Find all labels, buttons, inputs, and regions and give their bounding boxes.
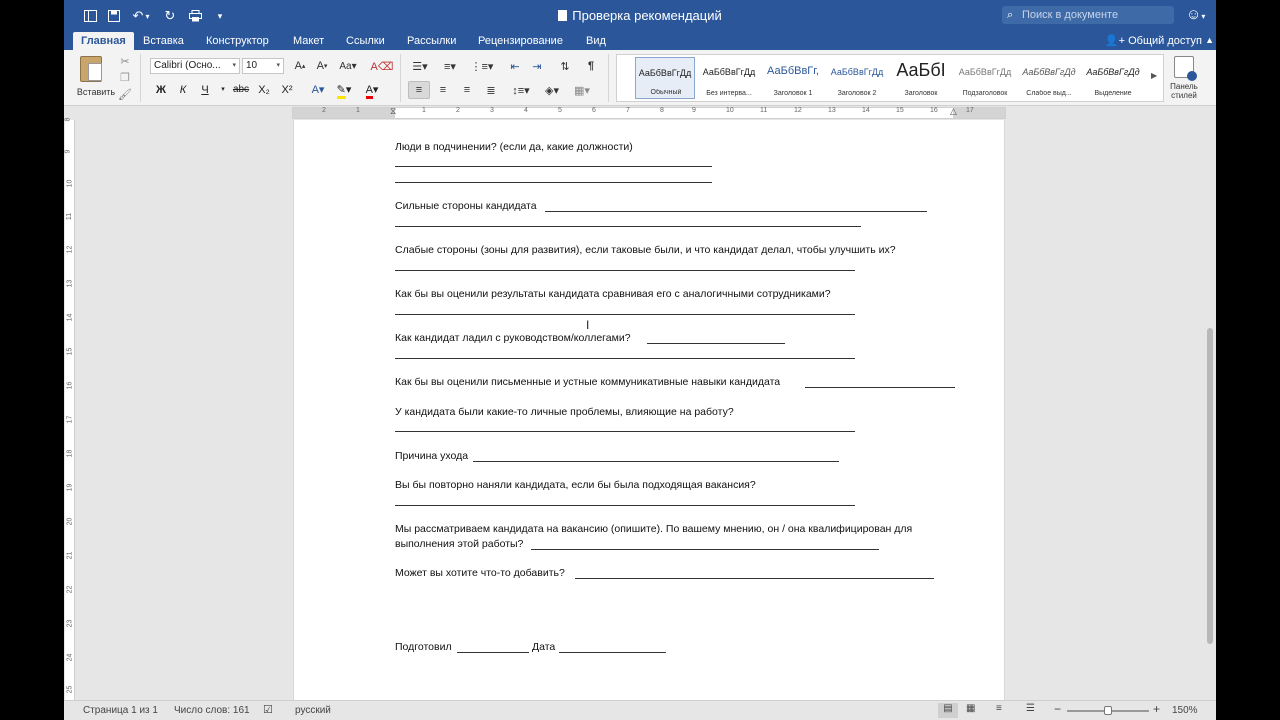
language[interactable]: русский [295,705,331,716]
style-name: Обычный [650,89,682,96]
answer-line[interactable] [395,314,855,315]
tab-insert[interactable]: Вставка [143,35,184,47]
answer-line[interactable] [473,461,839,462]
style-name: Заголовок 2 [837,90,877,97]
style-name: Слабое выд... [1026,90,1072,97]
prepared-by-label[interactable]: Подготовил [395,641,452,653]
ruler-number: 9 [64,149,72,154]
font-size-select[interactable] [242,58,284,74]
question-performance[interactable]: Как бы вы оценили результаты кандидата сравнивая его с аналогичными сотрудниками? [395,288,831,300]
tab-references[interactable]: Ссылки [346,35,385,47]
italic-button[interactable]: К [179,84,187,96]
justify-icon[interactable]: ≣ [486,84,496,97]
ruler-number: 15 [66,347,74,356]
draft-view-icon[interactable]: ☰ [1026,703,1035,714]
borders-icon[interactable]: ▦▾ [574,84,590,97]
document-page[interactable] [293,120,1005,700]
ruler-number: 12 [66,245,74,254]
question-rehire[interactable]: Вы бы повторно наняли кандидата, если бы была подходящая вакансия? [395,479,756,491]
styles-pane-button[interactable] [1164,56,1204,102]
ruler-number: 11 [66,212,74,221]
question-reason-leaving[interactable]: Причина ухода [395,450,469,462]
tab-design[interactable]: Конструктор [206,35,269,47]
numbering-icon[interactable]: ≡▾ [444,60,456,73]
style-sample: АаБбВвГг, [767,65,819,77]
indent-marker-icon[interactable]: ⧖ [390,106,397,116]
answer-line[interactable] [647,343,785,344]
style-subtle-emphasis[interactable] [1019,57,1079,99]
chevron-down-icon[interactable]: ▾ [221,86,225,93]
styles-pane-label: Панель [1170,82,1198,91]
collapse-ribbon-icon[interactable]: ▲ [1205,35,1214,45]
style-heading-1[interactable] [763,57,823,99]
answer-line[interactable] [395,166,712,167]
ruler-number: 10 [66,179,74,188]
document-title-text: Проверка рекомендаций [572,8,722,23]
ruler-number: 14 [66,313,74,322]
customize-icon[interactable]: ▾ [217,10,223,21]
ruler-number: 19 [66,483,74,492]
tab-layout[interactable]: Макет [293,35,325,47]
ruler-number: 12 [794,107,802,114]
zoom-level[interactable]: 150% [1172,705,1198,716]
share-icon: 👤+ [1104,35,1129,47]
ruler-number: 18 [66,449,74,458]
shrink-font-icon[interactable]: A ▾ [316,60,328,72]
ruler-number: 23 [66,619,74,628]
text-cursor-icon: I [586,318,590,332]
share-label: Общий доступ [1128,35,1202,47]
proofing-icon[interactable]: ☑ [263,704,273,716]
answer-line[interactable] [395,270,855,271]
style-title[interactable] [891,57,951,99]
style-sample: АаБбВвГгДд [1022,67,1076,77]
styles-gallery [616,54,1164,102]
answer-line[interactable] [395,358,855,359]
paragraph-marks-icon[interactable]: ¶ [587,60,595,72]
ruler-number: 2 [322,107,326,114]
answer-line[interactable] [575,578,934,579]
style-sample: АаБбВвГгДд [638,68,692,78]
question-relations[interactable]: Как кандидат ладил с руководством/коллегами? [395,332,631,344]
ruler-number: 4 [524,107,528,114]
undo-icon[interactable]: ↶ ▾ [132,8,150,23]
align-right-icon[interactable]: ≡ [463,84,471,96]
zoom-in-icon[interactable]: + [1153,702,1161,716]
prepared-by-line[interactable] [457,652,529,653]
ruler-number: 17 [66,415,74,424]
ruler-number: 7 [626,107,630,114]
ruler-number: 8 [64,117,72,122]
ruler-number: 16 [930,107,938,114]
paste-icon [80,56,102,82]
paste-label: Вставить [76,87,116,97]
ruler-number: 13 [66,279,74,288]
gallery-more-icon[interactable]: ▶ [1151,71,1158,80]
search-placeholder: Поиск в документе [1022,9,1119,21]
shading-icon[interactable]: ◈▾ [545,84,559,97]
style-sample: АаБбВвГгДд [1086,67,1140,77]
ruler-number: 15 [896,107,904,114]
search-icon: ⌕ [1007,9,1014,21]
right-indent-marker-icon[interactable]: △ [950,106,957,116]
style-sample: АаБбВвГгДд [702,67,756,77]
bullets-icon[interactable]: ☰▾ [412,60,428,73]
superscript-button[interactable]: X² [281,84,293,96]
style-emphasis[interactable] [1083,57,1143,99]
ruler-number: 13 [828,107,836,114]
ruler-number: 20 [66,517,74,526]
question-personal-issues[interactable]: У кандидата были какие-то личные проблемы, влияющие на работу? [395,406,734,418]
tab-view[interactable]: Вид [586,35,606,47]
ruler-number: 1 [422,107,426,114]
print-layout-icon[interactable]: ▤ [938,703,958,718]
vertical-scrollbar[interactable] [1204,120,1216,700]
smiley-icon[interactable]: ☺▾ [1186,6,1206,23]
chevron-down-icon: ▾ [232,62,236,69]
answer-line[interactable] [805,387,955,388]
font-name-value: Calibri (Осно... [154,60,221,71]
styles-pane-icon [1174,56,1194,78]
question-weaknesses[interactable]: Слабые стороны (зоны для развития), если таковые были, и что кандидат делал, чтобы улучшить их? [395,244,896,256]
copy-icon[interactable]: ❐ [120,71,130,84]
style-name: Без интерва... [706,90,752,97]
ruler-number: 1 [356,107,360,114]
text-effects-icon[interactable]: A▾ [311,84,325,96]
style-name: Выделение [1094,90,1132,97]
status-bar [64,700,1216,720]
align-center-icon[interactable]: ≡ [439,84,447,96]
title-bar [64,0,1216,32]
question-qualification-cont[interactable]: выполнения этой работы? [395,538,524,550]
ruler-margin-right [953,108,1005,118]
bold-button[interactable]: Ж [156,84,166,96]
strikethrough-button[interactable]: abc [232,84,250,95]
zoom-out-icon[interactable]: − [1054,702,1062,716]
question-add[interactable]: Может вы хотите что-то добавить? [395,567,565,579]
ruler-number: 24 [66,653,74,662]
ruler-number: 11 [760,107,768,114]
ruler-number: 5 [558,107,562,114]
separator [400,54,401,102]
answer-line[interactable] [395,226,861,227]
align-left-icon[interactable]: ≡ [408,81,430,99]
date-line[interactable] [559,652,666,653]
question-qualification[interactable]: Мы рассматриваем кандидата на вакансию (опишите). По вашему мнению, он / она квалифицирован для [395,523,913,535]
answer-line[interactable] [395,505,855,506]
tab-mailings[interactable]: Рассылки [407,35,457,47]
ruler-number: 14 [862,107,870,114]
ruler-number: 25 [66,685,74,694]
multilevel-list-icon[interactable]: ⋮≡▾ [470,60,494,73]
question-communication[interactable]: Как бы вы оценили письменные и устные коммуникативные навыки кандидата [395,376,781,388]
search-input[interactable] [1002,6,1174,24]
scrollbar-thumb[interactable] [1207,328,1213,644]
font-size-value: 10 [246,60,258,71]
style-subtitle[interactable] [955,57,1015,99]
zoom-slider-thumb[interactable] [1104,706,1112,715]
ruler-number: 3 [490,107,494,114]
ribbon-tabs [64,32,1216,50]
subscript-button[interactable]: X₂ [258,84,270,96]
styles-pane-label: стилей [1171,91,1197,100]
style-heading-2[interactable] [827,57,887,99]
chevron-down-icon: ▾ [276,62,280,69]
font-color-icon[interactable]: A▾ [360,81,384,99]
document-area[interactable] [76,120,1204,700]
style-name: Заголовок 1 [773,90,813,97]
tab-home[interactable]: Главная [73,32,134,50]
ruler-number: 17 [966,107,974,114]
answer-line[interactable] [531,549,879,550]
decrease-indent-icon[interactable]: ⇤ [510,60,520,73]
highlight-icon[interactable]: ✎▾ [332,81,356,99]
paste-button[interactable] [70,54,114,102]
clear-formatting-icon[interactable]: A⌫ [370,60,394,73]
ruler-number: 22 [66,585,74,594]
answer-line[interactable] [395,431,855,432]
style-sample: АаБбВвГгДд [830,67,884,77]
outline-view-icon[interactable]: ≡ [996,703,1002,714]
date-label[interactable]: Дата [532,641,556,653]
ruler-number: 16 [66,381,74,390]
word-count[interactable]: Число слов: 161 [174,705,250,716]
ruler-number: 9 [692,107,696,114]
style-sample: АаБбВвГгДд [958,67,1012,77]
cut-icon[interactable]: ✂ [120,55,130,68]
ruler-number: 10 [726,107,734,114]
page-count[interactable]: Страница 1 из 1 [83,705,158,716]
answer-line[interactable] [395,182,712,183]
ruler-number: 2 [456,107,460,114]
underline-button[interactable]: Ч [201,84,209,96]
web-layout-icon[interactable]: ▦ [966,703,976,714]
change-case-icon[interactable]: Aa▾ [339,60,357,72]
redo-icon[interactable]: ↻ [164,8,176,23]
style-sample: АаБбI [896,60,946,80]
line-spacing-icon[interactable]: ↕≡▾ [512,84,530,97]
style-no-spacing[interactable] [699,57,759,99]
question-subordinates[interactable]: Люди в подчинении? (если да, какие должности) [395,141,633,153]
format-painter-icon[interactable]: 🖌 [118,88,132,101]
style-name: Подзаголовок [962,90,1008,97]
ruler-number: 21 [66,551,74,560]
separator [140,54,141,102]
style-name: Заголовок [904,90,938,97]
sort-icon[interactable]: ⇅ [560,60,570,73]
style-normal[interactable] [635,57,695,99]
ruler-number: 8 [660,107,664,114]
answer-line[interactable] [545,211,927,212]
grow-font-icon[interactable]: A ▴ [294,60,306,72]
ribbon-home [64,50,1216,106]
ruler-margin-left [293,108,395,118]
document-icon [558,10,567,21]
separator [608,54,609,102]
ruler-number: 6 [592,107,596,114]
share-button[interactable] [1105,32,1202,50]
question-strengths[interactable]: Сильные стороны кандидата [395,200,537,212]
font-name-select[interactable] [150,58,240,74]
horizontal-ruler[interactable] [64,106,1216,120]
tab-review[interactable]: Рецензирование [478,35,563,47]
ruler-track [64,117,75,700]
increase-indent-icon[interactable]: ⇥ [532,60,542,73]
word-window [64,0,1216,720]
vertical-ruler[interactable] [64,117,76,700]
